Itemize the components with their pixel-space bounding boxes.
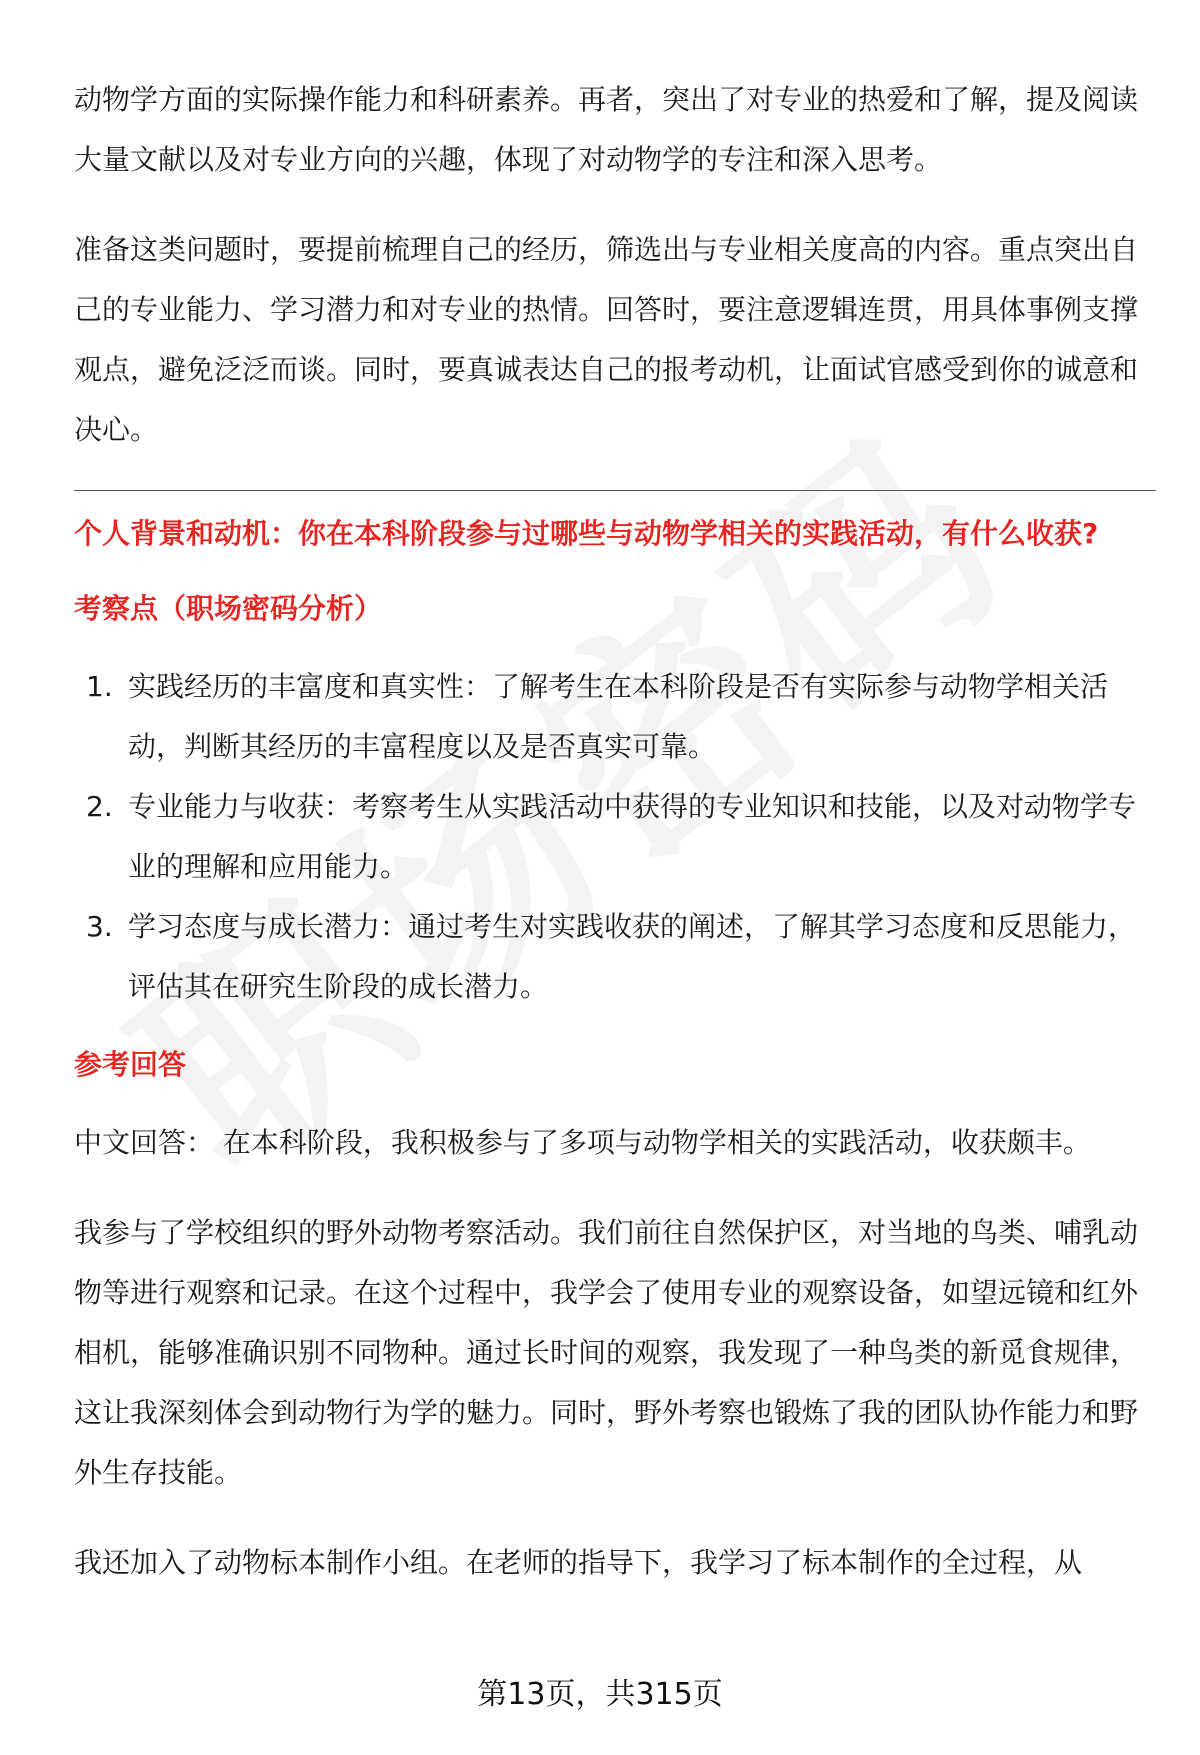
section-divider: [74, 490, 1156, 491]
exam-point-text: 学习态度与成长潜力：通过考生对实践收获的阐述，了解其学习态度和反思能力，评估其在研究生阶段的成长潜力。: [128, 910, 1137, 1003]
document-body: [74, 70, 1156, 1623]
exam-point-text: 专业能力与收获：考察考生从实践活动中获得的专业知识和技能，以及对动物学专业的理解和应用能力。: [128, 790, 1137, 883]
list-number: 3.: [86, 910, 113, 943]
answer-paragraph-3: 我还加入了动物标本制作小组。在老师的指导下，我学习了标本制作的全过程，从: [74, 1546, 1083, 1579]
answer-title: 参考回答: [74, 1048, 187, 1081]
answer-paragraph-1: 中文回答： 在本科阶段，我积极参与了多项与动物学相关的实践活动，收获颇丰。: [74, 1126, 1091, 1159]
exam-points-title: 考察点（职场密码分析）: [74, 592, 383, 625]
list-number: 1.: [86, 670, 113, 703]
exam-point-item: [74, 657, 1156, 777]
answer-paragraph-2: 我参与了学校组织的野外动物考察活动。我们前往自然保护区，对当地的鸟类、哺乳动物等进行观察和记录。在这个过程中，我学会了使用专业的观察设备，如望远镜和红外相机，能够准确识别不同物种。通过长时间的观察，我发现了一种鸟类的新觅食规律，这让我深刻体会到动物行为学的魅力。同时，野外考察也锻炼了我的团队协作能力和野外生存技能。: [74, 1216, 1139, 1489]
intro-paragraph-2: 准备这类问题时，要提前梳理自己的经历，筛选出与专业相关度高的内容。重点突出自己的专业能力、学习潜力和对专业的热情。回答时，要注意逻辑连贯，用具体事例支撑观点，避免泛泛而谈。同时，要真诚表达自己的报考动机，让面试官感受到你的诚意和决心。: [74, 233, 1139, 446]
exam-points-list: [74, 657, 1156, 1017]
page-footer: 第13页，共315页: [477, 1677, 723, 1712]
exam-point-item: [74, 777, 1156, 897]
question-heading: 个人背景和动机：你在本科阶段参与过哪些与动物学相关的实践活动，有什么收获?: [74, 517, 1099, 550]
exam-point-item: [74, 897, 1156, 1017]
list-number: 2.: [86, 790, 113, 823]
intro-paragraph-1: 动物学方面的实际操作能力和科研素养。再者，突出了对专业的热爱和了解，提及阅读大量文献以及对专业方向的兴趣，体现了对动物学的专注和深入思考。: [74, 83, 1139, 176]
exam-point-text: 实践经历的丰富度和真实性：了解考生在本科阶段是否有实际参与动物学相关活动，判断其经历的丰富程度以及是否真实可靠。: [128, 670, 1109, 763]
